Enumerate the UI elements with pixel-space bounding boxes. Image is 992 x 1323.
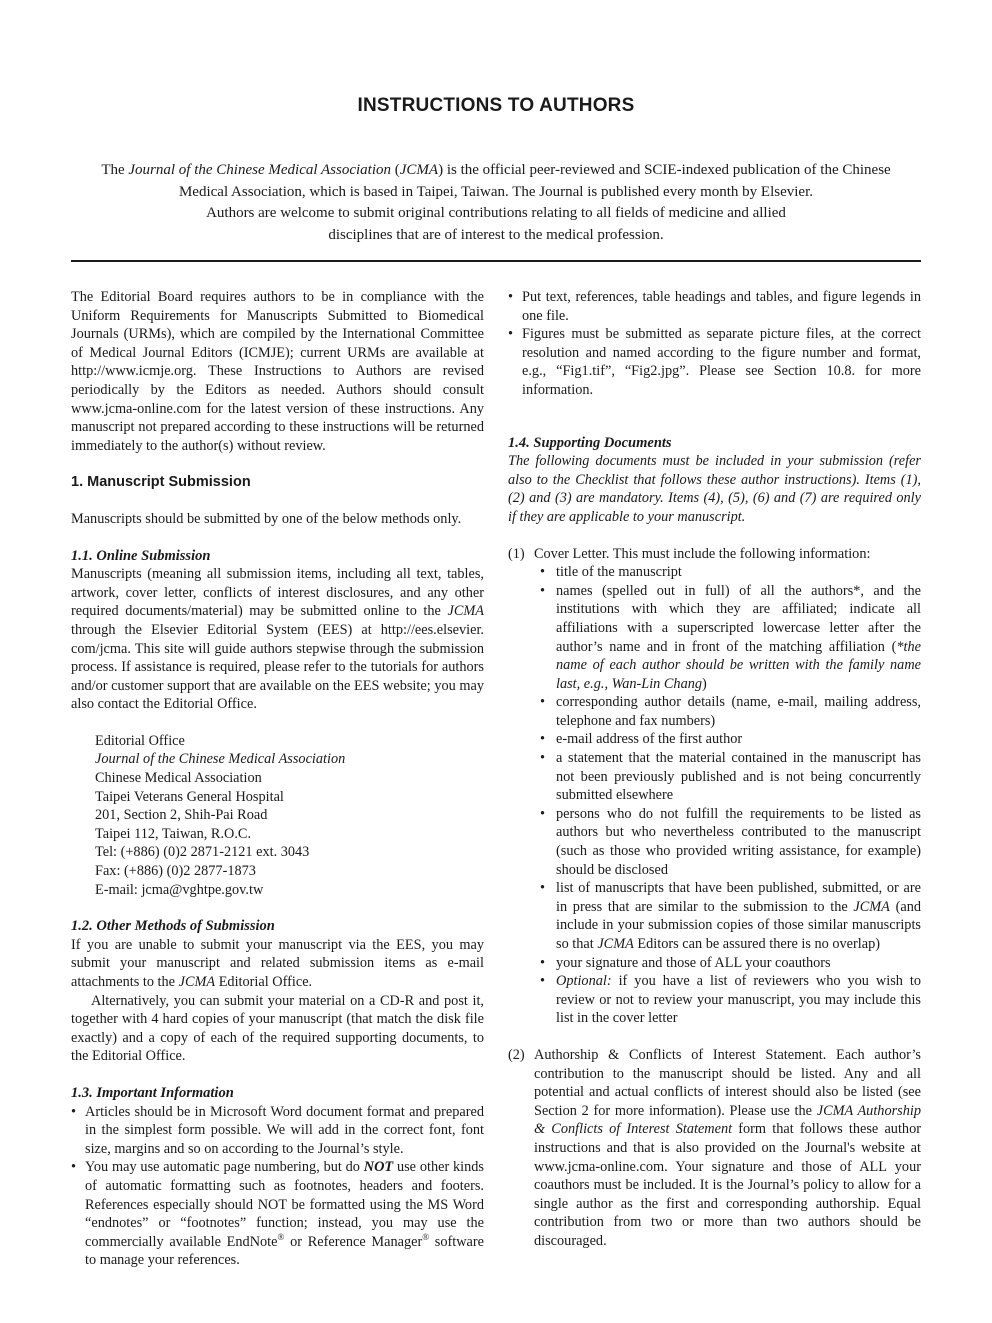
opening-paragraph: The Editorial Board requires authors to be in compliance with the Uniform Requirements for Manuscripts Submitted to Biomedical Journals (URMs), which are compiled by the International Committee of Medical Journal Editors (ICMJE); current URMs are available at http://www.icmje.org. These Instructions to Authors are revised periodically by the Editors as needed. Authors should consult www.jcma-online.com for the latest version of these instructions. Any manuscript not prepared according to these instructions will be returned immediately to the author(s) without review.: [71, 289, 484, 454]
list-item: • Articles should be in Microsoft Word document format and prepared in the simplest form possible. We will add in the correct font, font size, margins and so on according to the Journal’s style.: [71, 1103, 484, 1159]
item-text: Cover Letter. This must include the following information:: [534, 545, 871, 562]
text-span: through the Elsevier Editorial System (EES) at http://ees.elsevier. com/jcma. This site will guide authors stepwise through the submission process. If assistance is required, please refer to the tutorials for authors and/or customer support that are available on the EES website; you may also contact the Editorial Office.: [71, 621, 484, 713]
list-item: • Figures must be submitted as separate picture files, at the correct resolution and named according to the figure number and format, e.g., “Fig1.tif”, “Fig2.jpg”. Please see Section 10.8. for more information.: [508, 325, 921, 399]
important-info-list-continued: [508, 288, 921, 400]
text-span: list of manuscripts that have been published, submitted, or are in press that are similar to the submission to the: [556, 880, 921, 915]
address-line: Journal of the Chinese Medical Association: [95, 751, 346, 768]
item-number: (1): [508, 545, 525, 562]
section-1-2-text: [71, 936, 484, 992]
italic-note: *the name of each author should be written with the family name last, e.g., Wan-Lin Chang: [556, 638, 921, 692]
text-span: ): [702, 675, 707, 692]
section-1-4-heading: 1.4. Supporting Documents: [508, 434, 672, 451]
address-line: Taipei 112, Taiwan, R.O.C.: [95, 825, 252, 842]
text-span: Editorial Office.: [215, 974, 313, 990]
address-phone: Tel: (+886) (0)2 2871-2121 ext. 3043: [95, 844, 310, 861]
jcma-italic: JCMA: [178, 974, 216, 990]
text-span: (and include in your submission copies of those similar manuscripts so that: [556, 898, 922, 952]
intro-line-4: disciplines that are of interest to the medical profession.: [328, 226, 664, 243]
section-1-4-intro: The following documents must be included in your submission (refer also to the Checklist that follows these author instructions). Items (1), (2) and (3) are mandatory. Items (4), (5), (6) and (7) are required only if they are applicable to your manuscript.: [508, 453, 921, 525]
list-item: [508, 545, 921, 1028]
item-number: (2): [508, 1046, 525, 1063]
section-1-1-heading: 1.1. Online Submission: [71, 547, 211, 564]
text-span: software to manage your references.: [85, 1233, 485, 1269]
text-span: If you are unable to submit your manuscript via the EES, you may submit your manuscript and related submission items as e-mail attachments to the: [71, 936, 484, 990]
list-item: • e-mail address of the first author: [556, 730, 921, 749]
jcma-italic: JCMA: [447, 603, 484, 620]
cover-letter-requirements: [534, 563, 921, 1028]
address-line: Taipei Veterans General Hospital: [95, 788, 284, 805]
list-item: [508, 1046, 921, 1251]
text-span: form that follows these author instructions and that is also provided on the Journal's website at www.jcma-online.com. Your signature and those of ALL your coauthors must be included. It is the Journal’s policy to allow for a single author as the first and corresponding authorship. Equal contribution from two or more than two authors should be discouraged.: [534, 1121, 921, 1249]
list-item: [556, 972, 921, 1028]
address-line: Editorial Office: [95, 732, 185, 749]
page-title: INSTRUCTIONS TO AUTHORS: [357, 95, 635, 116]
intro-line-1: [71, 160, 921, 182]
address-email: E-mail: jcma@vghtpe.gov.tw: [95, 881, 264, 898]
jcma-italic: JCMA: [853, 898, 890, 915]
supporting-documents-list: [508, 545, 921, 1251]
editorial-office-address: [71, 732, 484, 899]
right-column: [508, 288, 921, 1251]
address-fax: Fax: (+886) (0)2 2877-1873: [95, 863, 256, 880]
journal-name: Journal of the Chinese Medical Association: [128, 162, 391, 178]
intro-pre: The: [101, 162, 129, 178]
registered-mark: ®: [277, 1231, 285, 1242]
not-emphasis: NOT: [363, 1159, 394, 1176]
address-line: 201, Section 2, Shih-Pai Road: [95, 807, 268, 824]
text-span: use other kinds of automatic formatting such as footnotes, headers and footers. References especially should NOT be formatted using the MS Word “endnotes” or “footnotes” function; instead, you may use the commercially available EndNote: [85, 1159, 484, 1250]
jcma-italic: JCMA: [597, 936, 634, 952]
section-1-text: Manuscripts should be submitted by one of the below methods only.: [71, 510, 462, 527]
list-item: [556, 879, 921, 953]
text-span: Authorship & Conflicts of Interest Statement. Each author’s contribution to the manuscript should be listed. Any and all potential and actual conflicts of interest should also be listed (see Section 2 for more information). Please use the: [534, 1046, 921, 1119]
text-span: or Reference Manager: [284, 1233, 423, 1250]
section-1-1-text: [71, 565, 484, 714]
section-1-3-heading: 1.3. Important Information: [71, 1084, 234, 1101]
text-span: You may use automatic page numbering, but do: [85, 1159, 364, 1176]
intro-line-3: Authors are welcome to submit original contributions relating to all fields of medicine and allied: [206, 205, 786, 221]
list-item: [71, 1158, 484, 1270]
registered-mark: ®: [422, 1231, 430, 1242]
list-item: • corresponding author details (name, e-mail, mailing address, telephone and fax numbers): [556, 693, 921, 730]
text-span: names (spelled out in full) of all the authors*, and the institutions with which they are affiliated; indicate all affiliations with a superscripted lowercase letter after the author’s name and in front of the matching affiliation (: [556, 582, 921, 655]
list-item: • title of the manuscript: [556, 563, 921, 582]
text-span: if you have a list of reviewers who you wish to review or not to review your manuscript, you may include this list in the cover letter: [556, 973, 921, 1027]
header-divider: [71, 260, 921, 262]
list-item: • your signature and those of ALL your coauthors: [556, 954, 921, 973]
text-span: Editors can be assured there is no overlap): [633, 936, 880, 952]
section-1-2-alt-text: Alternatively, you can submit your material on a CD-R and post it, together with 4 hard copies of your manuscript (that match the disk file exactly) and a copy of each of the required supporting documents, to the Editorial Office.: [71, 992, 484, 1065]
intro-mid: (: [391, 162, 400, 178]
intro-post: ) is the official peer-reviewed and SCIE-indexed publication of the Chinese: [438, 162, 891, 178]
journal-abbr: JCMA: [399, 162, 439, 178]
list-item: • a statement that the material contained in the manuscript has not been previously published and is not being concurrently submitted elsewhere: [556, 749, 921, 805]
text-span: Manuscripts (meaning all submission items, including all text, tables, artwork, cover letter, conflicts of interest disclosures, and any other required documents/material) may be submitted online to the: [71, 566, 484, 620]
section-1-2-heading: 1.2. Other Methods of Submission: [71, 918, 275, 935]
left-column: [71, 288, 484, 1270]
intro-line-2: Medical Association, which is based in Taipei, Taiwan. The Journal is published every month by Elsevier.: [178, 183, 814, 200]
address-line: Chinese Medical Association: [95, 770, 262, 787]
form-name-italic: JCMA Authorship & Conflicts of Interest Statement: [534, 1102, 921, 1138]
intro-paragraph: [71, 160, 921, 246]
list-item: • Put text, references, table headings and tables, and figure legends in one file.: [508, 288, 921, 325]
optional-label: Optional:: [556, 973, 612, 990]
section-1-heading: 1. Manuscript Submission: [71, 474, 251, 491]
important-info-list: [71, 1103, 484, 1270]
list-item: [556, 582, 921, 694]
list-item: • persons who do not fulfill the requirements to be listed as authors but who nevertheless contributed to the manuscript (such as those who provided writing assistance, for example) should be disclosed: [556, 805, 921, 879]
